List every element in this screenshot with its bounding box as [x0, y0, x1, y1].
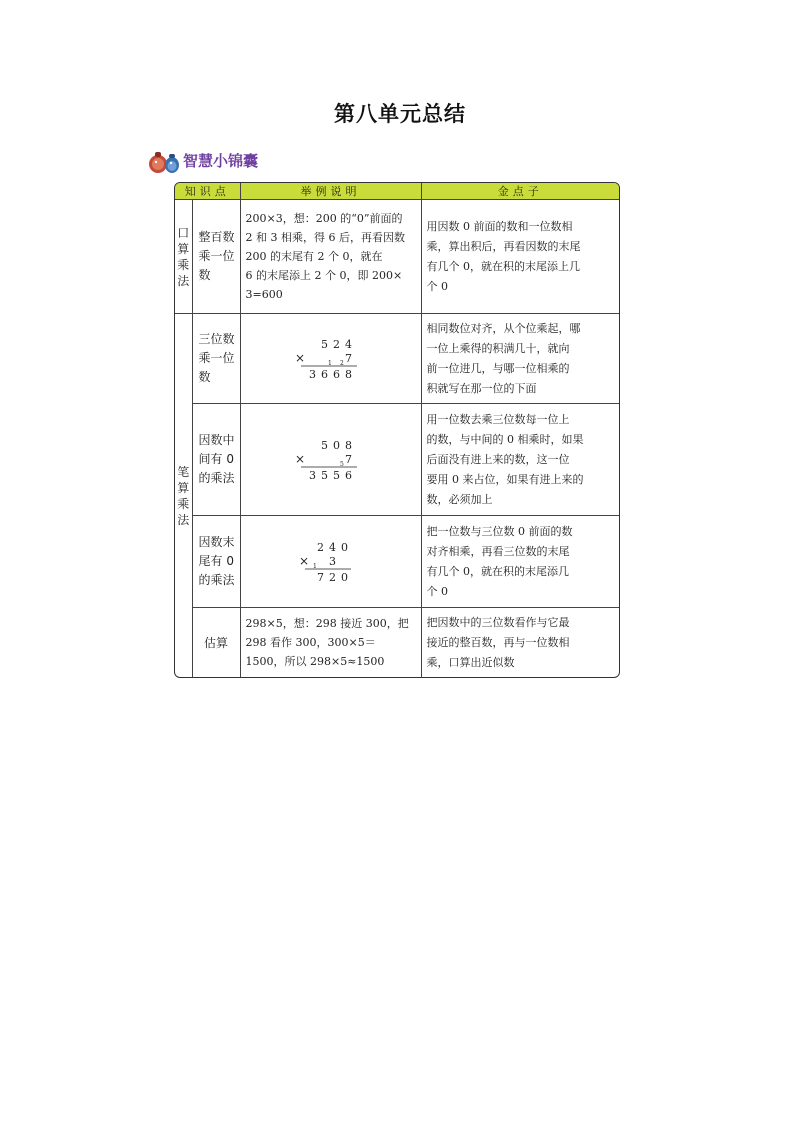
- multiplicand-digit: 5: [320, 438, 328, 452]
- example-cell: [240, 404, 421, 516]
- topic-cell: 因数中 间有 0 的乘法: [192, 404, 240, 516]
- table-row: [175, 314, 619, 404]
- topic-cell: 整百数 乘一位 数: [192, 200, 240, 314]
- carry-digit: 1: [327, 359, 332, 367]
- product-digit: 6: [332, 367, 340, 381]
- tip-cell: 用一位数去乘三位数每一位上 的数，与中间的 0 相乘时，如果 后面没有进上来的数，这一位 要用 0 来占位，如果有进上来的 数，必须加上: [421, 404, 619, 516]
- table-row: [175, 404, 619, 516]
- table-header-row: [175, 183, 619, 200]
- table-row: [175, 608, 619, 678]
- example-cell: 298×5，想：298 接近 300，把 298 看作 300，300×5＝ 1500，所以 298×5≈1500: [240, 608, 421, 678]
- carry-digit: 5: [339, 460, 344, 468]
- topic-cell: 因数末 尾有 0 的乘法: [192, 516, 240, 608]
- vertical-calculation: [291, 435, 371, 485]
- multiplier-digit: 7: [344, 351, 352, 365]
- product-digit: 8: [344, 367, 352, 381]
- product-digit: 5: [320, 468, 328, 482]
- section-title: 智慧小锦囊: [183, 151, 259, 170]
- treasure-bag-icon: [147, 146, 181, 174]
- multiplicand-digit: 0: [340, 540, 348, 554]
- summary-table: [174, 182, 620, 678]
- multiplicand-digit: 2: [332, 337, 340, 351]
- tip-cell: 把一位数与三位数 0 前面的数 对齐相乘，再看三位数的末尾 有几个 0，就在积的末尾添几 个 0: [421, 516, 619, 608]
- multiplicand-digit: 5: [320, 337, 328, 351]
- vertical-calculation: [291, 537, 371, 587]
- product-digit: 6: [344, 468, 352, 482]
- multiplicand-digit: 4: [344, 337, 352, 351]
- table-row: [175, 516, 619, 608]
- header-knowledge-point: 知识点: [175, 183, 240, 200]
- multiplicand-digit: 2: [316, 540, 324, 554]
- header-tips: 金点子: [421, 183, 619, 200]
- example-cell: [240, 516, 421, 608]
- product-digit: 6: [320, 367, 328, 381]
- category-oral-multiplication: 口 算 乘 法: [175, 200, 192, 314]
- times-sign: ×: [298, 553, 309, 568]
- carry-digit: 2: [339, 359, 344, 367]
- product-digit: 7: [316, 570, 324, 584]
- product-digit: 5: [332, 468, 340, 482]
- product-digit: 2: [328, 570, 336, 584]
- topic-cell: 三位数 乘一位 数: [192, 314, 240, 404]
- product-digit: 3: [308, 468, 316, 482]
- example-cell: 200×3，想：200 的“0”前面的 2 和 3 相乘，得 6 后，再看因数 200 的末尾有 2 个 0，就在 6 的末尾添上 2 个 0，即 200× 3=600: [240, 200, 421, 314]
- example-cell: [240, 314, 421, 404]
- header-example: 举例说明: [240, 183, 421, 200]
- page-title: 第八单元总结: [334, 102, 466, 126]
- category-written-multiplication: 笔 算 乘 法: [175, 314, 192, 678]
- vertical-calculation: [291, 334, 371, 384]
- times-sign: ×: [294, 451, 305, 466]
- product-digit: 0: [340, 570, 348, 584]
- section-header: [147, 146, 258, 174]
- multiplicand-digit: 8: [344, 438, 352, 452]
- tip-cell: 把因数中的三位数看作与它最 接近的整百数，再与一位数相 乘，口算出近似数: [421, 608, 619, 678]
- multiplier-digit: 3: [328, 554, 336, 568]
- multiplicand-digit: 4: [328, 540, 336, 554]
- product-digit: 3: [308, 367, 316, 381]
- tip-cell: 用因数 0 前面的数和一位数相 乘，算出积后，再看因数的末尾 有几个 0，就在积的末尾添上几 个 0: [421, 200, 619, 314]
- multiplicand-digit: 0: [332, 438, 340, 452]
- carry-digit: 1: [312, 562, 317, 570]
- times-sign: ×: [294, 350, 305, 365]
- topic-cell: 估算: [192, 608, 240, 678]
- table-row: [175, 200, 619, 314]
- tip-cell: 相同数位对齐，从个位乘起，哪 一位上乘得的积满几十，就向 前一位进几，与哪一位相乘的 积就写在那一位的下面: [421, 314, 619, 404]
- multiplier-digit: 7: [344, 452, 352, 466]
